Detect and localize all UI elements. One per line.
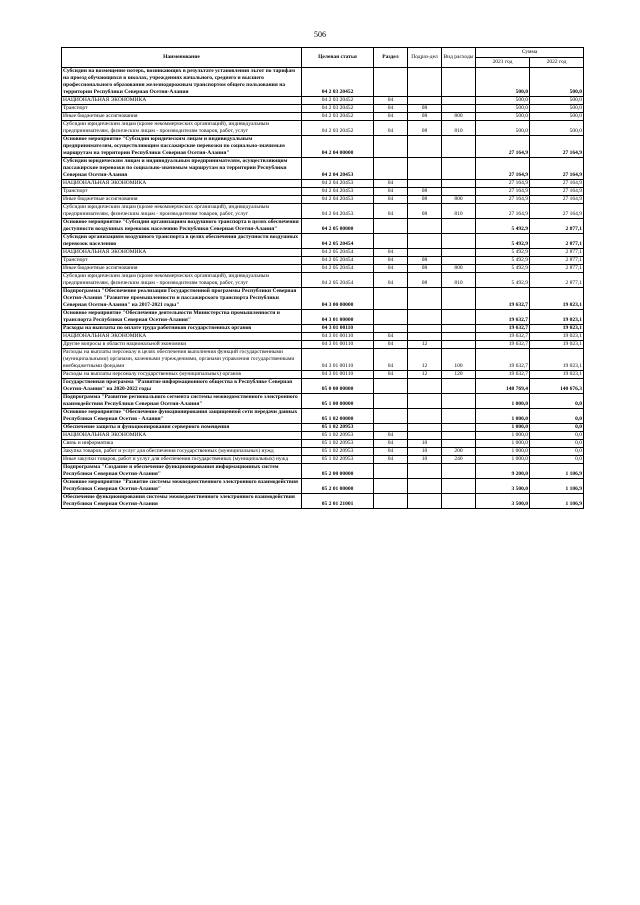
row-name: НАЦИОНАЛЬНАЯ ЭКОНОМИКА <box>62 180 302 188</box>
row-target-article: 05 2 01 21001 <box>302 494 374 509</box>
row-target-article: 04 3 01 00000 <box>302 310 374 325</box>
row-name: Основное мероприятие "Субсидии юридическим лицам и индивидуальным предпринимателям, осуществляющим пассажирские перевозки по социально-значимым маршрутам на территории Республики Северная Осетия-Алания" <box>62 136 302 158</box>
row-name: Расходы на выплаты персоналу государственных (муниципальных) органов <box>62 371 302 379</box>
budget-table <box>61 47 584 509</box>
row-sum-2022: 19 023,1 <box>530 349 584 371</box>
row-sum-2021: 27 164,9 <box>476 196 530 204</box>
table-row <box>62 265 584 273</box>
row-expense-type <box>442 341 476 349</box>
row-expense-type <box>442 310 476 325</box>
row-section <box>374 464 408 479</box>
row-sum-2022: 19 023,1 <box>530 371 584 379</box>
row-expense-type: 810 <box>442 121 476 136</box>
row-subsection <box>408 424 442 432</box>
row-sum-2021: 5 492,9 <box>476 219 530 234</box>
row-section <box>374 424 408 432</box>
header-section: Раздел <box>374 48 408 68</box>
row-name: Иные бюджетные ассигнования <box>62 265 302 273</box>
row-subsection <box>408 249 442 257</box>
row-subsection <box>408 494 442 509</box>
table-row <box>62 456 584 464</box>
table-row <box>62 379 584 394</box>
row-sum-2021: 1 000,0 <box>476 448 530 456</box>
table-row <box>62 479 584 494</box>
row-sum-2021: 19 632,7 <box>476 325 530 333</box>
row-section: 04 <box>374 121 408 136</box>
row-expense-type <box>442 234 476 249</box>
row-section <box>374 136 408 158</box>
row-expense-type <box>442 440 476 448</box>
header-sum: Сумма <box>476 48 584 58</box>
row-subsection <box>408 325 442 333</box>
row-sum-2021: 3 500,0 <box>476 494 530 509</box>
row-section: 04 <box>374 249 408 257</box>
row-target-article: 04 3 01 00110 <box>302 325 374 333</box>
row-section: 04 <box>374 432 408 440</box>
row-subsection: 10 <box>408 456 442 464</box>
row-target-article: 04 3 00 00000 <box>302 288 374 310</box>
row-subsection <box>408 68 442 97</box>
row-name: НАЦИОНАЛЬНАЯ ЭКОНОМИКА <box>62 249 302 257</box>
row-sum-2022: 27 164,9 <box>530 136 584 158</box>
row-name: НАЦИОНАЛЬНАЯ ЭКОНОМИКА <box>62 432 302 440</box>
row-name: Субсидии организациям воздушного транспорта в целях обеспечения доступности воздушных перевозок населению <box>62 234 302 249</box>
row-name: Обеспечение функционирования системы межведомственного электронного взаимодействия Республики Северная Осетия-Алания <box>62 494 302 509</box>
row-section: 04 <box>374 456 408 464</box>
row-sum-2022: 0,0 <box>530 394 584 409</box>
row-subsection: 08 <box>408 105 442 113</box>
row-expense-type <box>442 105 476 113</box>
row-section: 04 <box>374 265 408 273</box>
row-expense-type <box>442 97 476 105</box>
table-row <box>62 97 584 105</box>
row-name: Другие вопросы в области национальной экономики <box>62 341 302 349</box>
row-sum-2022: 2 877,1 <box>530 219 584 234</box>
row-expense-type <box>442 68 476 97</box>
row-target-article: 04 2 03 20452 <box>302 97 374 105</box>
row-sum-2022: 0,0 <box>530 440 584 448</box>
row-subsection <box>408 409 442 424</box>
row-sum-2022: 0,0 <box>530 424 584 432</box>
row-sum-2022: 500,0 <box>530 97 584 105</box>
row-sum-2021: 500,0 <box>476 105 530 113</box>
row-name: Субсидии юридическим лицам (кроме некоммерческих организаций), индивидуальным предпринимателям, физическим лицам - производителям товаров, работ, услуг <box>62 204 302 219</box>
row-target-article: 04 2 05 20454 <box>302 257 374 265</box>
row-name: Основное мероприятие "Развитие системы межведомственного электронного взаимодействия Республики Северная Осетия-Алания" <box>62 479 302 494</box>
row-target-article: 04 2 05 20454 <box>302 249 374 257</box>
row-target-article: 04 2 04 20453 <box>302 158 374 180</box>
row-target-article: 04 3 01 00110 <box>302 333 374 341</box>
row-name: Расходы на выплаты по оплате труда работников государственных органов <box>62 325 302 333</box>
row-sum-2022: 500,0 <box>530 68 584 97</box>
row-name: Иные бюджетные ассигнования <box>62 113 302 121</box>
row-name: Субсидии юридическим лицам (кроме некоммерческих организаций), индивидуальным предпринимателям, физическим лицам - производителям товаров, работ, услуг <box>62 273 302 288</box>
table-row <box>62 394 584 409</box>
row-section <box>374 219 408 234</box>
row-target-article: 05 2 00 00000 <box>302 464 374 479</box>
row-sum-2022: 2 877,1 <box>530 273 584 288</box>
row-sum-2021: 148 769,4 <box>476 379 530 394</box>
row-subsection: 08 <box>408 121 442 136</box>
row-target-article: 04 3 01 00110 <box>302 371 374 379</box>
row-expense-type <box>442 288 476 310</box>
row-name: Основное мероприятие "Обеспечение функционирования защищенной сети передачи данных Республики Северная Осетия - Алания" <box>62 409 302 424</box>
page-number: 506 <box>314 30 326 39</box>
table-row <box>62 409 584 424</box>
row-section: 04 <box>374 273 408 288</box>
row-expense-type <box>442 188 476 196</box>
header-expense-type: Вид расходы <box>442 48 476 68</box>
row-subsection: 08 <box>408 257 442 265</box>
row-expense-type <box>442 249 476 257</box>
row-name: Транспорт <box>62 105 302 113</box>
row-expense-type <box>442 325 476 333</box>
row-sum-2021: 500,0 <box>476 97 530 105</box>
row-expense-type <box>442 333 476 341</box>
row-expense-type <box>442 180 476 188</box>
row-expense-type: 800 <box>442 113 476 121</box>
row-subsection: 12 <box>408 349 442 371</box>
row-section <box>374 158 408 180</box>
row-expense-type <box>442 464 476 479</box>
table-row <box>62 68 584 97</box>
row-expense-type <box>442 432 476 440</box>
row-sum-2021: 27 164,9 <box>476 136 530 158</box>
table-row <box>62 105 584 113</box>
row-sum-2021: 1 000,0 <box>476 440 530 448</box>
table-row <box>62 249 584 257</box>
row-target-article: 04 2 04 00000 <box>302 136 374 158</box>
row-target-article: 04 2 03 20452 <box>302 68 374 97</box>
row-section: 04 <box>374 105 408 113</box>
row-sum-2022: 27 164,9 <box>530 204 584 219</box>
row-sum-2022: 27 164,9 <box>530 158 584 180</box>
row-target-article: 05 2 01 00000 <box>302 479 374 494</box>
row-subsection <box>408 379 442 394</box>
row-subsection: 08 <box>408 273 442 288</box>
header-subsection: Подраз-дел <box>408 48 442 68</box>
row-section <box>374 234 408 249</box>
row-section: 04 <box>374 440 408 448</box>
table-row <box>62 273 584 288</box>
row-section: 04 <box>374 113 408 121</box>
row-subsection: 08 <box>408 265 442 273</box>
row-section <box>374 379 408 394</box>
row-target-article: 04 3 01 00110 <box>302 341 374 349</box>
row-expense-type: 810 <box>442 204 476 219</box>
row-subsection: 08 <box>408 204 442 219</box>
row-subsection <box>408 310 442 325</box>
row-sum-2022: 1 106,9 <box>530 494 584 509</box>
row-sum-2021: 500,0 <box>476 121 530 136</box>
row-sum-2022: 2 877,1 <box>530 257 584 265</box>
table-row <box>62 257 584 265</box>
table-row <box>62 341 584 349</box>
row-sum-2021: 5 492,9 <box>476 265 530 273</box>
table-row <box>62 288 584 310</box>
row-sum-2022: 500,0 <box>530 121 584 136</box>
header-year-2021: 2021 год <box>476 58 530 68</box>
row-target-article: 04 3 01 00110 <box>302 349 374 371</box>
row-sum-2021: 1 000,0 <box>476 394 530 409</box>
table-row <box>62 448 584 456</box>
row-sum-2022: 2 877,1 <box>530 265 584 273</box>
table-row <box>62 464 584 479</box>
row-name: Закупка товаров, работ и услуг для обеспечения государственных (муниципальных) нужд <box>62 448 302 456</box>
table-row <box>62 333 584 341</box>
row-sum-2022: 19 023,1 <box>530 333 584 341</box>
row-name: Иные закупки товаров, работ и услуг для обеспечения государственных (муниципальных) нужд <box>62 456 302 464</box>
row-subsection: 08 <box>408 113 442 121</box>
row-section: 04 <box>374 188 408 196</box>
row-section <box>374 409 408 424</box>
row-target-article: 04 2 04 20453 <box>302 204 374 219</box>
row-subsection <box>408 464 442 479</box>
row-sum-2021: 27 164,9 <box>476 158 530 180</box>
row-section: 04 <box>374 204 408 219</box>
row-name: Иные бюджетные ассигнования <box>62 196 302 204</box>
row-sum-2022: 1 106,9 <box>530 464 584 479</box>
row-expense-type <box>442 257 476 265</box>
table-row <box>62 349 584 371</box>
row-target-article: 04 2 03 20452 <box>302 121 374 136</box>
row-name: Транспорт <box>62 188 302 196</box>
row-section <box>374 288 408 310</box>
row-subsection: 08 <box>408 188 442 196</box>
table-row <box>62 204 584 219</box>
row-expense-type <box>442 409 476 424</box>
row-expense-type: 240 <box>442 456 476 464</box>
row-sum-2021: 19 632,7 <box>476 341 530 349</box>
row-subsection: 12 <box>408 341 442 349</box>
row-name: Транспорт <box>62 257 302 265</box>
row-section: 04 <box>374 180 408 188</box>
row-sum-2022: 0,0 <box>530 409 584 424</box>
row-target-article: 04 2 03 20452 <box>302 105 374 113</box>
row-section: 04 <box>374 97 408 105</box>
row-section <box>374 310 408 325</box>
row-subsection <box>408 158 442 180</box>
row-target-article: 04 2 03 20452 <box>302 113 374 121</box>
row-sum-2021: 19 632,7 <box>476 310 530 325</box>
row-target-article: 05 1 02 20953 <box>302 440 374 448</box>
row-expense-type: 800 <box>442 196 476 204</box>
row-sum-2021: 500,0 <box>476 68 530 97</box>
row-section <box>374 479 408 494</box>
row-expense-type <box>442 158 476 180</box>
row-subsection <box>408 432 442 440</box>
row-name: Основное мероприятие "Обеспечение деятельности Министерства промышленности и транспорта Республики Северная Осетия-Алания" <box>62 310 302 325</box>
row-name: Подпрограмма "Развитие регионального сегмента системы межведомственного электронного взаимодействия Республики Северная Осетия-Алания" <box>62 394 302 409</box>
row-sum-2022: 19 023,1 <box>530 325 584 333</box>
row-section: 04 <box>374 196 408 204</box>
row-expense-type <box>442 136 476 158</box>
row-sum-2021: 27 164,9 <box>476 180 530 188</box>
table-row <box>62 310 584 325</box>
row-sum-2022: 27 164,9 <box>530 188 584 196</box>
row-sum-2022: 2 877,1 <box>530 234 584 249</box>
row-name: Подпрограмма "Создание и обеспечение функционирования информационных систем Республики Северная Осетия-Алания" <box>62 464 302 479</box>
row-target-article: 04 2 04 20453 <box>302 196 374 204</box>
row-subsection <box>408 97 442 105</box>
row-subsection <box>408 136 442 158</box>
row-sum-2021: 19 632,7 <box>476 288 530 310</box>
row-sum-2022: 0,0 <box>530 448 584 456</box>
row-expense-type: 200 <box>442 448 476 456</box>
row-expense-type: 810 <box>442 273 476 288</box>
row-target-article: 05 1 02 00000 <box>302 409 374 424</box>
row-sum-2021: 9 200,0 <box>476 464 530 479</box>
row-subsection: 10 <box>408 440 442 448</box>
row-target-article: 04 2 04 20453 <box>302 188 374 196</box>
row-expense-type <box>442 424 476 432</box>
row-target-article: 05 1 02 20953 <box>302 432 374 440</box>
row-target-article: 05 1 00 00000 <box>302 394 374 409</box>
row-sum-2021: 5 492,9 <box>476 273 530 288</box>
table-row <box>62 440 584 448</box>
table-row <box>62 196 584 204</box>
row-sum-2021: 5 492,9 <box>476 249 530 257</box>
row-name: Подпрограмма "Обеспечение реализации Государственной программы Республики Северная Осетия-Алания "Развитие промышленности и пассажирского транспорта Республики Северная Осетия-Алания" на 2017-2021 годы" <box>62 288 302 310</box>
row-section: 04 <box>374 341 408 349</box>
table-row <box>62 219 584 234</box>
row-target-article: 04 2 05 20454 <box>302 265 374 273</box>
table-row <box>62 432 584 440</box>
row-expense-type <box>442 394 476 409</box>
row-section: 04 <box>374 371 408 379</box>
row-name: Субсидии на возмещение потерь, возникающих в результате установления льгот по тарифам на проезд обучающихся в школах, учреждениях начального, среднего и высшего профессионального образования железнодорожным транспортом общего пользования на территории Республики Северная Осетия-Алания <box>62 68 302 97</box>
row-subsection <box>408 180 442 188</box>
row-sum-2022: 0,0 <box>530 432 584 440</box>
row-sum-2021: 19 632,7 <box>476 349 530 371</box>
row-sum-2022: 2 877,1 <box>530 249 584 257</box>
row-sum-2022: 140 676,3 <box>530 379 584 394</box>
row-expense-type <box>442 479 476 494</box>
table-row <box>62 371 584 379</box>
row-sum-2022: 19 023,1 <box>530 341 584 349</box>
row-target-article: 05 1 02 20953 <box>302 448 374 456</box>
row-name: Обеспечение защиты и функционирования серверного помещения <box>62 424 302 432</box>
row-sum-2022: 19 023,1 <box>530 288 584 310</box>
row-target-article: 04 2 05 20454 <box>302 273 374 288</box>
table-row <box>62 158 584 180</box>
row-name: Расходы на выплаты персоналу в целях обеспечения выполнения функций государственными (муниципальными) органами, казенными учреждениями, органами управления государственными внебюджетными фондами <box>62 349 302 371</box>
row-target-article: 04 2 05 00000 <box>302 219 374 234</box>
row-sum-2021: 1 000,0 <box>476 456 530 464</box>
row-target-article: 04 2 05 20454 <box>302 234 374 249</box>
row-subsection <box>408 288 442 310</box>
row-subsection <box>408 219 442 234</box>
row-section <box>374 394 408 409</box>
row-sum-2022: 0,0 <box>530 456 584 464</box>
row-name: НАЦИОНАЛЬНАЯ ЭКОНОМИКА <box>62 97 302 105</box>
row-subsection: 08 <box>408 196 442 204</box>
row-name: Субсидии юридическим лицам (кроме некоммерческих организаций), индивидуальным предпринимателям, физическим лицам - производителям товаров, работ, услуг <box>62 121 302 136</box>
row-target-article: 05 0 00 00000 <box>302 379 374 394</box>
row-sum-2022: 19 023,1 <box>530 310 584 325</box>
row-section: 04 <box>374 257 408 265</box>
row-target-article: 05 1 02 20953 <box>302 424 374 432</box>
table-row <box>62 234 584 249</box>
row-section: 04 <box>374 349 408 371</box>
row-sum-2021: 19 632,7 <box>476 371 530 379</box>
row-sum-2021: 1 000,0 <box>476 424 530 432</box>
table-row <box>62 494 584 509</box>
table-row <box>62 113 584 121</box>
row-subsection <box>408 479 442 494</box>
row-name: Субсидии юридическим лицам и индивидуальным предпринимателям, осуществляющим пассажирские перевозки по социально-значимым маршрутам на территории Республики Северная Осетия-Алания <box>62 158 302 180</box>
row-subsection: 10 <box>408 448 442 456</box>
header-year-2022: 2022 год <box>530 58 584 68</box>
row-name: Основное мероприятие "Субсидии организациям воздушного транспорта в целях обеспечения доступности воздушных перевозок населению Республики Северная Осетия-Алания" <box>62 219 302 234</box>
table-row <box>62 188 584 196</box>
row-name: НАЦИОНАЛЬНАЯ ЭКОНОМИКА <box>62 333 302 341</box>
row-sum-2021: 27 164,9 <box>476 188 530 196</box>
row-sum-2021: 500,0 <box>476 113 530 121</box>
row-expense-type: 800 <box>442 265 476 273</box>
row-name: Связь и информатика <box>62 440 302 448</box>
row-expense-type <box>442 494 476 509</box>
row-section: 04 <box>374 333 408 341</box>
row-subsection: 12 <box>408 371 442 379</box>
row-target-article: 05 1 02 20953 <box>302 456 374 464</box>
row-sum-2021: 27 164,9 <box>476 204 530 219</box>
row-sum-2022: 27 164,9 <box>530 196 584 204</box>
row-sum-2021: 1 000,0 <box>476 432 530 440</box>
header-target-article: Целевая статья <box>302 48 374 68</box>
row-sum-2022: 27 164,9 <box>530 180 584 188</box>
row-section <box>374 325 408 333</box>
row-sum-2021: 1 000,0 <box>476 409 530 424</box>
row-name: Государственная программа "Развитие информационного общества в Республике Северная Осетия-Алания" на 2020-2022 годы <box>62 379 302 394</box>
row-sum-2022: 500,0 <box>530 105 584 113</box>
row-expense-type: 120 <box>442 371 476 379</box>
row-subsection <box>408 234 442 249</box>
row-sum-2022: 1 106,9 <box>530 479 584 494</box>
row-section <box>374 494 408 509</box>
row-subsection <box>408 333 442 341</box>
header-name: Наименование <box>62 48 302 68</box>
table-row <box>62 121 584 136</box>
table-row <box>62 325 584 333</box>
row-sum-2021: 5 492,9 <box>476 257 530 265</box>
row-section: 04 <box>374 448 408 456</box>
row-section <box>374 68 408 97</box>
row-sum-2021: 19 632,7 <box>476 333 530 341</box>
table-body <box>62 68 584 509</box>
row-expense-type <box>442 219 476 234</box>
table-row <box>62 136 584 158</box>
row-target-article: 04 2 04 20453 <box>302 180 374 188</box>
row-subsection <box>408 394 442 409</box>
table-row <box>62 424 584 432</box>
row-sum-2021: 3 500,0 <box>476 479 530 494</box>
row-expense-type: 100 <box>442 349 476 371</box>
row-expense-type <box>442 379 476 394</box>
table-row <box>62 180 584 188</box>
row-sum-2022: 500,0 <box>530 113 584 121</box>
row-sum-2021: 5 492,9 <box>476 234 530 249</box>
